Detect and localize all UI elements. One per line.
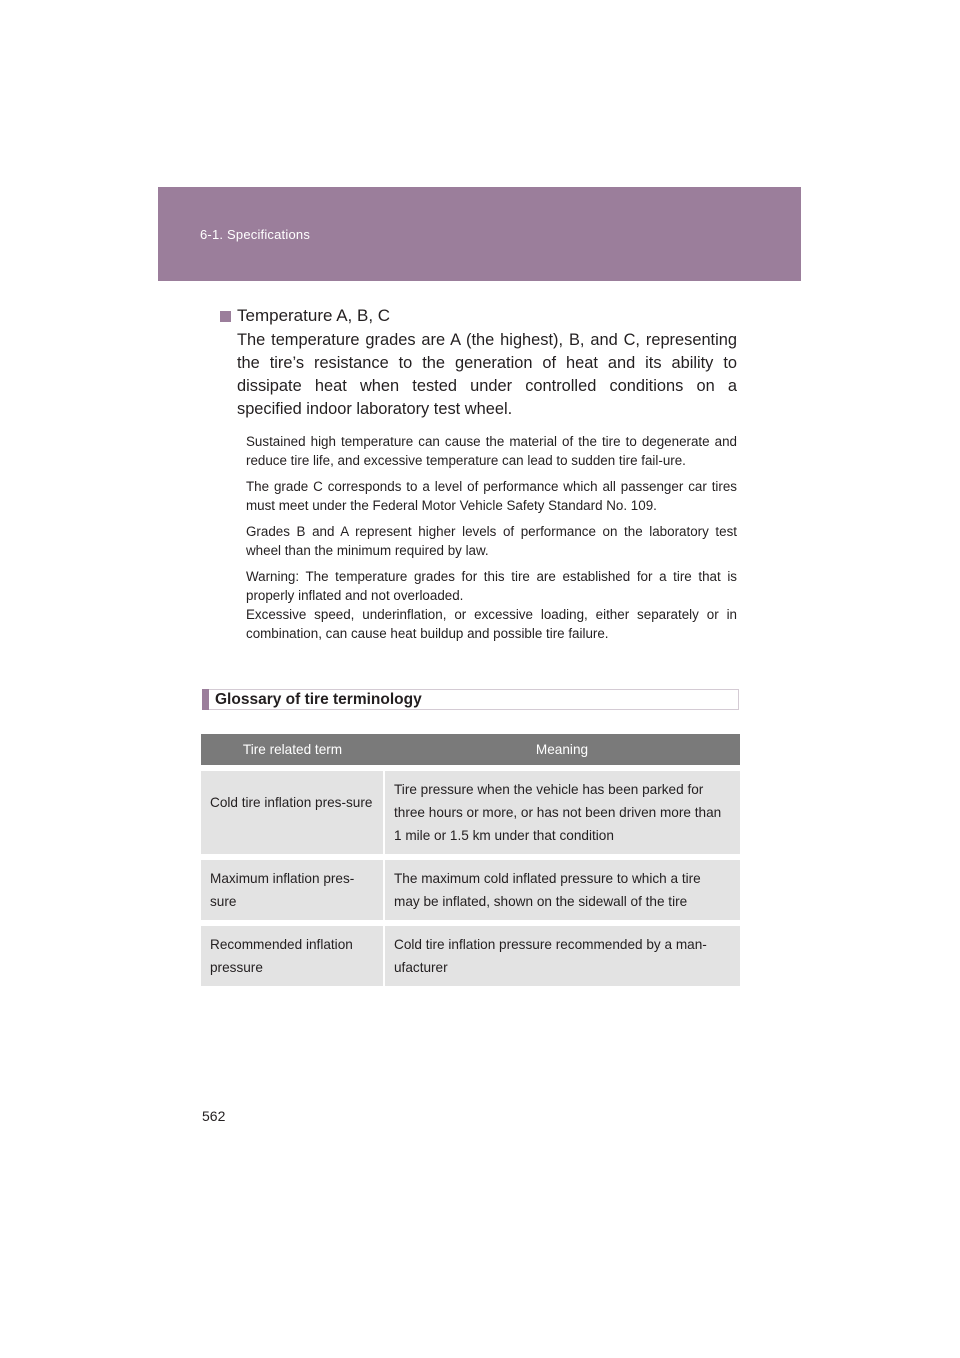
square-bullet-icon: [220, 311, 231, 322]
table-row: [201, 926, 740, 986]
temperature-heading-text: Temperature A, B, C: [237, 306, 391, 325]
warning-paragraph: [246, 567, 737, 643]
term-cell: Cold tire inflation pres-sure: [201, 771, 384, 854]
glossary-title: Glossary of tire terminology: [215, 691, 422, 708]
page-number: 562: [202, 1108, 226, 1124]
section-accent-bar: [202, 689, 209, 710]
warning-line: Warning: The temperature grades for this tire are established for a tire that is properly inflated and not overloaded.: [246, 569, 737, 603]
temperature-body: The temperature grades are A (the highest), B, and C, representing the tire’s resistance to the generation of heat and its ability to dissipate heat when tested under controlled conditions on a specified indoor laboratory test wheel.: [237, 331, 737, 418]
glossary-section-header: [202, 689, 739, 710]
temperature-heading: [220, 306, 390, 326]
table-row: [201, 860, 740, 920]
note-paragraph: The grade C corresponds to a level of performance which all passenger car tires must meet under the Federal Motor Vehicle Safety Standard No. 109.: [246, 479, 737, 513]
table-header-row: [201, 734, 740, 765]
note-paragraph: Sustained high temperature can cause the material of the tire to degenerate and reduce tire life, and excessive temperature can lead to sudden tire fail-ure.: [246, 434, 737, 468]
section-breadcrumb: 6-1. Specifications: [200, 227, 311, 242]
temperature-notes: [246, 432, 737, 650]
meaning-cell: Tire pressure when the vehicle has been parked for three hours or more, or has not been driven more than 1 mile or 1.5 km under that condition: [384, 771, 740, 854]
meaning-cell: Cold tire inflation pressure recommended by a man-ufacturer: [384, 926, 740, 986]
meaning-cell: The maximum cold inflated pressure to which a tire may be inflated, shown on the sidewall of the tire: [384, 860, 740, 920]
warning-line: Excessive speed, underinflation, or excessive loading, either separately or in combination, can cause heat buildup and possible tire failure.: [246, 607, 737, 641]
glossary-table: [201, 734, 740, 986]
term-cell: Recommended inflation pressure: [201, 926, 384, 986]
note-paragraph: Grades B and A represent higher levels of performance on the laboratory test wheel than the minimum required by law.: [246, 524, 737, 558]
header-band: [158, 187, 801, 281]
column-header-meaning: Meaning: [384, 734, 740, 765]
term-cell: Maximum inflation pres-sure: [201, 860, 384, 920]
column-header-term: Tire related term: [201, 734, 384, 765]
table-row: [201, 771, 740, 854]
